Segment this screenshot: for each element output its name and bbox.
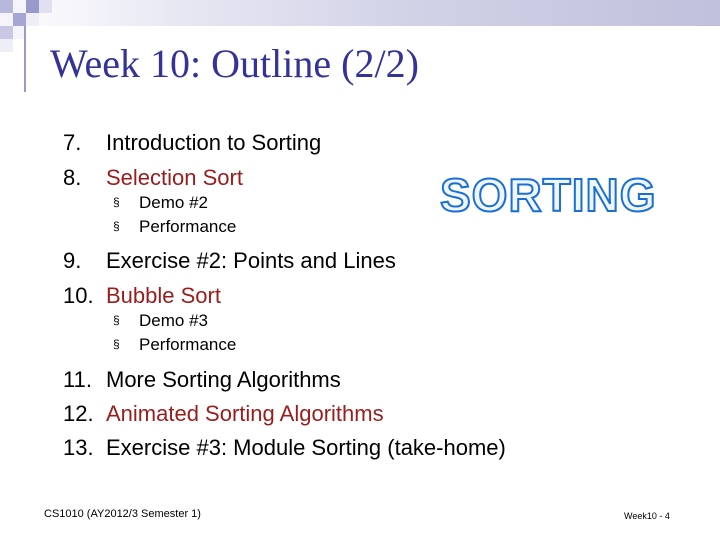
item-number: 8. [63, 165, 82, 190]
sub-item: § Demo #3 [113, 311, 208, 330]
outline-item: Exercise #2: Points and Lines [106, 248, 396, 273]
sub-item: § Demo #2 [113, 193, 208, 212]
square-bullet-icon: § [113, 337, 120, 351]
square-bullet-icon: § [113, 219, 120, 233]
square-bullet-icon: § [113, 313, 120, 327]
footer-page-number: Week10 - 4 [624, 511, 670, 521]
item-number: 9. [63, 248, 82, 273]
item-number: 13. [63, 435, 94, 460]
title-banner [0, 0, 720, 26]
outline-item: More Sorting Algorithms [106, 367, 341, 392]
sorting-wordart: SORTING [440, 169, 657, 221]
item-number: 12. [63, 401, 94, 426]
square-bullet-icon: § [113, 195, 120, 209]
footer-course: CS1010 (AY2012/3 Semester 1) [44, 508, 201, 520]
outline-item: Exercise #3: Module Sorting (take-home) [106, 435, 506, 460]
outline-item-highlighted: Animated Sorting Algorithms [106, 401, 384, 426]
item-number: 10. [63, 283, 94, 308]
slide-title: Week 10: Outline (2/2) [50, 41, 419, 86]
outline-item-highlighted: Selection Sort [106, 165, 243, 190]
sub-item: § Performance [113, 217, 237, 236]
title-divider [24, 26, 26, 92]
sub-item: § Performance [113, 335, 237, 354]
outline-item-highlighted: Bubble Sort [106, 283, 221, 308]
item-number: 7. [63, 130, 82, 155]
outline-item: Introduction to Sorting [106, 130, 322, 155]
item-number: 11. [63, 367, 92, 392]
